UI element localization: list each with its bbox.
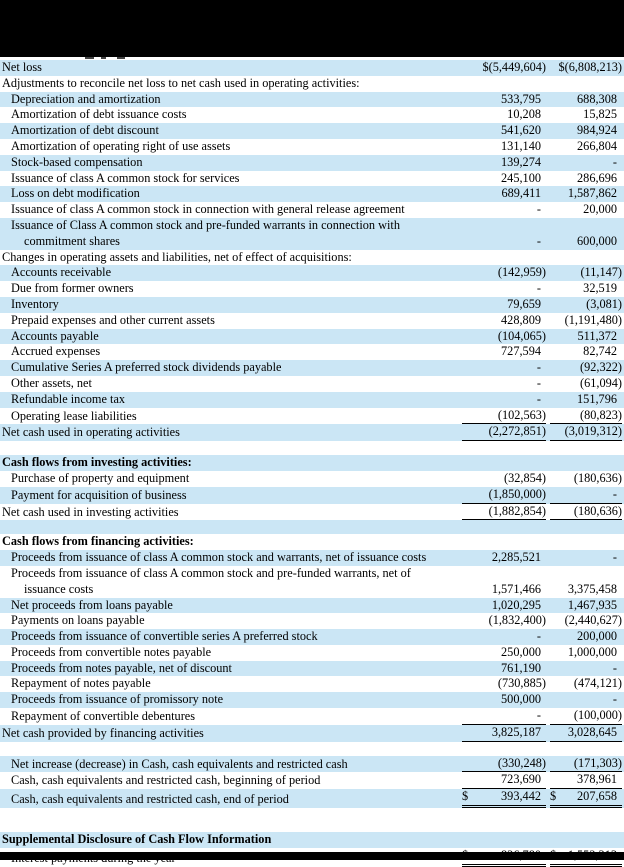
row-label: Accounts receivable bbox=[11, 265, 112, 280]
value-cell: 688,308 bbox=[577, 91, 617, 106]
row-label: Net loss bbox=[2, 60, 42, 74]
value-cell: 984,924 bbox=[577, 123, 617, 138]
table-row bbox=[0, 487, 624, 504]
row-label: Net cash provided by financing activities bbox=[2, 725, 204, 740]
row-label: Accrued expenses bbox=[11, 344, 101, 359]
spacer-row bbox=[0, 742, 624, 756]
value-cell: (730,885) bbox=[497, 676, 546, 691]
value-cell: 727,594 bbox=[501, 344, 541, 359]
value-cell: (180,636) bbox=[550, 504, 622, 521]
value-cell: (3,081) bbox=[586, 296, 622, 311]
table-row bbox=[0, 250, 624, 266]
table-row bbox=[0, 76, 624, 92]
row-label: Payments on loans payable bbox=[11, 613, 145, 628]
table-row bbox=[0, 329, 624, 345]
row-label: Issuance of class A common stock for services bbox=[11, 170, 240, 185]
table-row bbox=[0, 123, 624, 139]
table-row bbox=[0, 107, 624, 123]
row-label: Prepaid expenses and other current assets bbox=[11, 312, 215, 327]
row-label: Refundable income tax bbox=[11, 391, 126, 406]
value-cell: 689,411 bbox=[501, 186, 541, 201]
value-cell: - bbox=[536, 202, 541, 217]
table-row bbox=[0, 376, 624, 392]
row-label: Amortization of operating right of use assets bbox=[11, 138, 231, 153]
value-cell: (1,850,000) bbox=[462, 487, 546, 504]
value-cell: $ 393,442 bbox=[462, 789, 546, 808]
value-cell: 79,659 bbox=[507, 296, 541, 311]
value-cell: 250,000 bbox=[501, 644, 541, 659]
table-row bbox=[0, 281, 624, 297]
table-row bbox=[0, 424, 624, 441]
row-label: Repayment of notes payable bbox=[11, 676, 151, 691]
table-row bbox=[0, 344, 624, 360]
value-cell: (330,248) bbox=[462, 756, 546, 773]
value-cell: (171,303) bbox=[550, 756, 622, 773]
value-cell: 2,285,521 bbox=[491, 550, 541, 565]
row-label: Issuance of Class A common stock and pre-funded warrants in connection with commitment shares bbox=[11, 217, 400, 248]
value-cell: (1,882,854) bbox=[462, 504, 546, 521]
table-row bbox=[0, 60, 624, 76]
value-cell: - bbox=[536, 233, 541, 248]
table-row bbox=[0, 756, 624, 773]
value-cell: 245,100 bbox=[501, 170, 541, 185]
table-row bbox=[0, 676, 624, 692]
value-cell: 286,696 bbox=[577, 170, 617, 185]
row-label: Proceeds from notes payable, net of discount bbox=[11, 660, 232, 675]
value-cell: 761,190 bbox=[501, 660, 541, 675]
value-cell: (180,636) bbox=[573, 470, 622, 485]
row-label: Stock-based compensation bbox=[11, 154, 143, 169]
clipped-text-remnant bbox=[0, 57, 624, 60]
value-cell: 82,742 bbox=[583, 344, 617, 359]
table-row bbox=[0, 566, 624, 598]
spacer-row bbox=[0, 520, 624, 534]
value-cell: 511,372 bbox=[577, 328, 617, 343]
value-cell: $ 207,658 bbox=[550, 789, 622, 808]
row-label: Depreciation and amortization bbox=[11, 91, 161, 106]
table-row bbox=[0, 471, 624, 487]
value-cell: (3,019,312) bbox=[550, 424, 622, 441]
value-cell: 131,140 bbox=[501, 138, 541, 153]
table-row bbox=[0, 92, 624, 108]
row-label: Proceeds from convertible notes payable bbox=[11, 644, 212, 659]
table-row bbox=[0, 408, 624, 425]
value-cell: - bbox=[536, 629, 541, 644]
table-row bbox=[0, 171, 624, 187]
value-cell: (80,823) bbox=[550, 408, 622, 425]
value-cell: (2,272,851) bbox=[462, 424, 546, 441]
table-body bbox=[0, 60, 624, 867]
row-label: Net proceeds from loans payable bbox=[11, 597, 173, 612]
row-label: Cash, cash equivalents and restricted cash, beginning of period bbox=[11, 773, 321, 788]
table-row bbox=[0, 772, 624, 789]
row-label: Proceeds from issuance of convertible series A preferred stock bbox=[11, 629, 318, 644]
redacted-header-block bbox=[0, 0, 624, 57]
value-cell: 15,825 bbox=[583, 107, 617, 122]
row-label: Payment for acquisition of business bbox=[11, 487, 187, 502]
row-label: Changes in operating assets and liabilities, net of effect of acquisitions: bbox=[2, 249, 352, 264]
table-row bbox=[0, 629, 624, 645]
table-row bbox=[0, 789, 624, 808]
value-cell: (32,854) bbox=[503, 470, 546, 485]
value-cell: (104,065) bbox=[497, 328, 546, 343]
value-cell: 600,000 bbox=[577, 233, 617, 248]
row-label: Repayment of convertible debentures bbox=[11, 709, 196, 724]
bottom-black-strip bbox=[0, 852, 624, 860]
row-label: Cumulative Series A preferred stock dividends payable bbox=[11, 360, 282, 375]
value-cell: 10,208 bbox=[507, 107, 541, 122]
row-label: Operating lease liabilities bbox=[11, 408, 137, 423]
value-cell: 1,571,466 bbox=[491, 581, 541, 596]
value-cell: 500,000 bbox=[501, 692, 541, 707]
row-label: Amortization of debt discount bbox=[11, 123, 159, 138]
table-row bbox=[0, 504, 624, 521]
table-row bbox=[0, 360, 624, 376]
value-cell: 378,961 bbox=[550, 772, 622, 789]
table-row bbox=[0, 202, 624, 218]
row-label: Supplemental Disclosure of Cash Flow Information bbox=[2, 832, 272, 847]
value-cell: 32,519 bbox=[583, 281, 617, 296]
row-label: Adjustments to reconcile net loss to net cash used in operating activities: bbox=[2, 75, 360, 90]
value-cell: (474,121) bbox=[573, 676, 622, 691]
table-row bbox=[0, 139, 624, 155]
row-label: Issuance of class A common stock in connection with general release agreement bbox=[11, 202, 405, 217]
table-row bbox=[0, 725, 624, 742]
row-label: Cash, cash equivalents and restricted cash, end of period bbox=[11, 792, 289, 807]
row-label: Net cash used in operating activities bbox=[2, 425, 180, 440]
row-label: Purchase of property and equipment bbox=[11, 470, 190, 485]
value-cell: - bbox=[462, 708, 546, 725]
row-label: Proceeds from issuance of class A common stock and warrants, net of issuance costs bbox=[11, 550, 427, 565]
spacer-row bbox=[0, 441, 624, 455]
value-cell: 3,375,458 bbox=[567, 581, 617, 596]
table-row bbox=[0, 708, 624, 725]
value-cell: - bbox=[550, 487, 622, 504]
value-cell: 1,467,935 bbox=[567, 597, 617, 612]
row-label: Net cash used in investing activities bbox=[2, 504, 179, 519]
value-cell: (102,563) bbox=[462, 408, 546, 425]
value-cell: 200,000 bbox=[577, 629, 617, 644]
row-label: Proceeds from issuance of class A common stock and pre-funded warrants, net of issuance costs bbox=[11, 565, 411, 596]
table-row bbox=[0, 550, 624, 566]
row-label: Loss on debt modification bbox=[11, 186, 140, 201]
value-cell: 139,274 bbox=[501, 154, 541, 169]
value-cell: 428,809 bbox=[501, 312, 541, 327]
row-label: Accounts payable bbox=[11, 328, 99, 343]
table-row bbox=[0, 186, 624, 202]
value-cell: (100,000) bbox=[550, 708, 622, 725]
value-cell: - bbox=[612, 660, 617, 675]
spacer-row bbox=[0, 808, 624, 832]
table-row bbox=[0, 297, 624, 313]
table-row bbox=[0, 455, 624, 471]
table-row bbox=[0, 692, 624, 708]
row-label: Net increase (decrease) in Cash, cash equivalents and restricted cash bbox=[11, 756, 348, 771]
value-cell: 541,620 bbox=[501, 123, 541, 138]
row-label: Proceeds from issuance of promissory note bbox=[11, 692, 224, 707]
value-cell: (61,094) bbox=[579, 375, 622, 390]
table-row bbox=[0, 392, 624, 408]
table-row bbox=[0, 661, 624, 677]
value-cell: 3,028,645 bbox=[550, 725, 622, 742]
row-label: Due from former owners bbox=[11, 281, 134, 296]
table-row bbox=[0, 218, 624, 250]
value-cell: - bbox=[612, 692, 617, 707]
row-label: Cash flows from financing activities: bbox=[2, 534, 194, 549]
table-row bbox=[0, 155, 624, 171]
value-cell: 151,796 bbox=[577, 391, 617, 406]
row-label: Amortization of debt issuance costs bbox=[11, 107, 187, 122]
value-cell: 266,804 bbox=[577, 138, 617, 153]
value-cell: $(6,808,213) bbox=[558, 60, 622, 74]
value-cell: - bbox=[536, 360, 541, 375]
value-cell: (1,191,480) bbox=[564, 312, 622, 327]
value-cell: 1,587,862 bbox=[567, 186, 617, 201]
value-cell: $(5,449,604) bbox=[482, 60, 546, 74]
value-cell: - bbox=[536, 375, 541, 390]
value-cell: - bbox=[536, 391, 541, 406]
value-cell: (92,322) bbox=[579, 360, 622, 375]
row-label: Other assets, net bbox=[11, 375, 92, 390]
table-row bbox=[0, 832, 624, 848]
value-cell: 20,000 bbox=[583, 202, 617, 217]
value-cell: 1,000,000 bbox=[567, 644, 617, 659]
value-cell: - bbox=[536, 281, 541, 296]
value-cell: 3,825,187 bbox=[462, 725, 546, 742]
value-cell: 533,795 bbox=[501, 91, 541, 106]
table-row bbox=[0, 613, 624, 629]
value-cell: (1,832,400) bbox=[488, 613, 546, 628]
table-row bbox=[0, 534, 624, 550]
value-cell: 723,690 bbox=[462, 772, 546, 789]
table-row bbox=[0, 265, 624, 281]
value-cell: - bbox=[612, 154, 617, 169]
value-cell: (11,147) bbox=[580, 265, 622, 280]
table-row bbox=[0, 645, 624, 661]
value-cell: (2,440,627) bbox=[564, 613, 622, 628]
table-row bbox=[0, 313, 624, 329]
value-cell: (142,959) bbox=[497, 265, 546, 280]
value-cell: - bbox=[612, 550, 617, 565]
value-cell: 1,020,295 bbox=[491, 597, 541, 612]
row-label: Cash flows from investing activities: bbox=[2, 455, 192, 470]
row-label: Inventory bbox=[11, 296, 59, 311]
table-row bbox=[0, 598, 624, 614]
